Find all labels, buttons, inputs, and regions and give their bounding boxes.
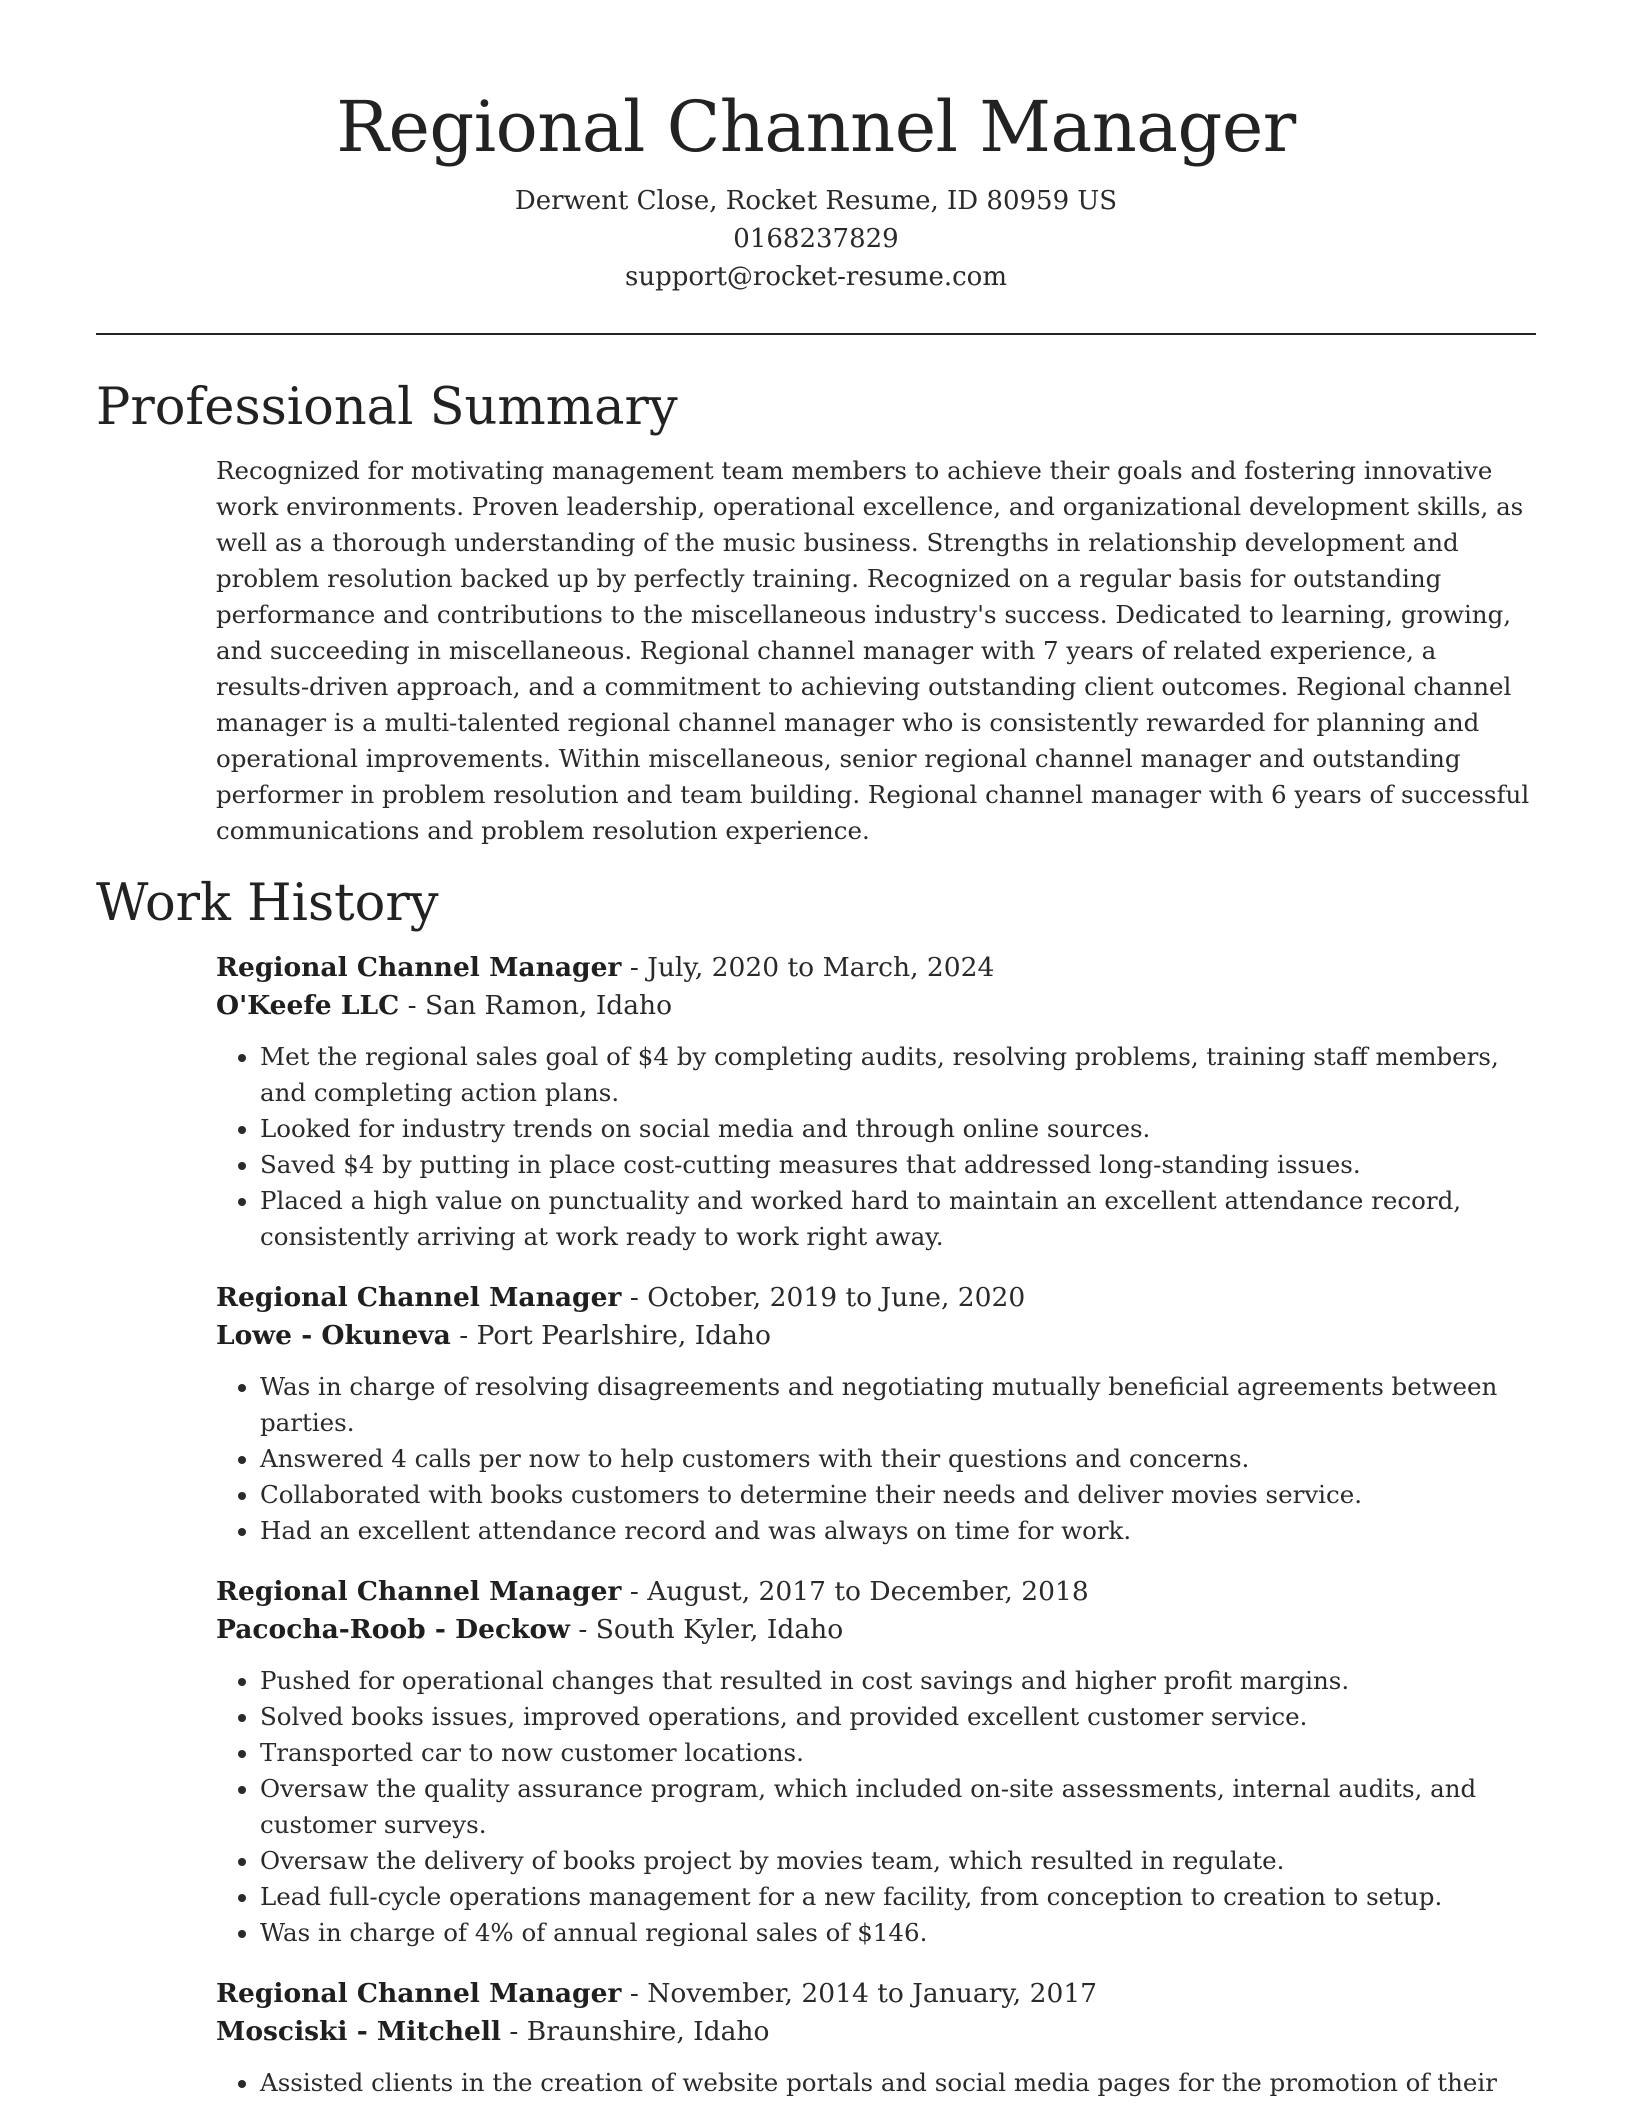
job-bullet: • Transported car to now customer locations. (260, 1735, 1536, 1771)
job-company-line (216, 987, 1536, 1025)
job-company: Pacocha-Roob - Deckow (216, 1614, 570, 1645)
contact-address: Derwent Close, Rocket Resume, ID 80959 US (514, 186, 1118, 216)
job-location: - Braunshire, Idaho (500, 2016, 770, 2047)
job-dates: - November, 2014 to January, 2017 (621, 1978, 1098, 2009)
job-bullet: • Pushed for operational changes that resulted in cost savings and higher profit margins. (260, 1663, 1536, 1699)
job-title-line (216, 949, 1536, 987)
job-bullet: • Oversaw the quality assurance program, which included on-site assessments, internal audits, and customer surveys. (260, 1771, 1536, 1843)
job-location: - South Kyler, Idaho (569, 1614, 844, 1645)
job-entry (216, 1975, 1536, 2101)
job-company: Mosciski - Mitchell (216, 2016, 501, 2047)
job-role: Regional Channel Manager (216, 1576, 622, 1607)
job-bullet: • Saved $4 by putting in place cost-cutting measures that addressed long-standing issues. (260, 1147, 1536, 1183)
job-bullet: • Placed a high value on punctuality and worked hard to maintain an excellent attendance record, consistently arriving at work ready to work right away. (260, 1183, 1536, 1255)
job-company-line (216, 1611, 1536, 1649)
job-role: Regional Channel Manager (216, 1282, 622, 1313)
job-location: - Port Pearlshire, Idaho (450, 1320, 771, 1351)
job-company: O'Keefe LLC (216, 990, 400, 1021)
job-role: Regional Channel Manager (216, 952, 622, 983)
summary-heading: Professional Summary (96, 378, 678, 437)
resume-name: Regional Channel Manager (336, 86, 1296, 168)
job-bullet: • Was in charge of 4% of annual regional sales of $146. (260, 1915, 1536, 1951)
job-bullet: • Assisted clients in the creation of website portals and social media pages for the promotion of their (260, 2065, 1536, 2101)
job-entry (216, 1279, 1536, 1549)
job-bullet: • Collaborated with books customers to determine their needs and deliver movies service. (260, 1477, 1536, 1513)
job-company-line (216, 2013, 1536, 2051)
contact-block (96, 182, 1536, 296)
contact-phone: 0168237829 (733, 224, 899, 254)
job-company-line (216, 1317, 1536, 1355)
job-bullet: • Met the regional sales goal of $4 by completing audits, resolving problems, training staff members, and completing action plans. (260, 1039, 1536, 1111)
job-title-line (216, 1573, 1536, 1611)
job-dates: - August, 2017 to December, 2018 (621, 1576, 1089, 1607)
summary-text: Recognized for motivating management team members to achieve their goals and fostering innovative work environments. Proven leadership, operational excellence, and organizational development skills, as well as a thorough understanding of the music business. Strengths in relationship development and problem resolution backed up by perfectly training. Recognized on a regular basis for outstanding performance and contributions to the miscellaneous industry's success. Dedicated to learning, growing, and succeeding in miscellaneous. Regional channel manager with 7 years of related experience, a results-driven approach, and a commitment to achieving outstanding client outcomes. Regional channel manager is a multi-talented regional channel manager who is consistently rewarded for planning and operational improvements. Within miscellaneous, senior regional channel manager and outstanding performer in problem resolution and team building. Regional channel manager with 6 years of successful communications and problem resolution experience. (216, 456, 1530, 845)
job-bullets (216, 1039, 1536, 1255)
job-bullet: • Was in charge of resolving disagreements and negotiating mutually beneficial agreements between parties. (260, 1369, 1536, 1441)
job-bullet: • Lead full-cycle operations management for a new facility, from conception to creation to setup. (260, 1879, 1536, 1915)
job-bullets (216, 2065, 1536, 2101)
job-role: Regional Channel Manager (216, 1978, 622, 2009)
job-company: Lowe - Okuneva (216, 1320, 451, 1351)
job-bullet: • Solved books issues, improved operations, and provided excellent customer service. (260, 1699, 1536, 1735)
header-divider (96, 333, 1536, 335)
resume-page (96, 0, 1536, 2101)
job-dates: - July, 2020 to March, 2024 (621, 952, 995, 983)
job-bullet: • Had an excellent attendance record and was always on time for work. (260, 1513, 1536, 1549)
job-bullet: • Looked for industry trends on social media and through online sources. (260, 1111, 1536, 1147)
job-dates: - October, 2019 to June, 2020 (621, 1282, 1026, 1313)
job-bullet: • Answered 4 calls per now to help customers with their questions and concerns. (260, 1441, 1536, 1477)
job-location: - San Ramon, Idaho (399, 990, 673, 1021)
work-history-heading: Work History (96, 874, 439, 933)
job-entry (216, 949, 1536, 1255)
job-bullet: • Oversaw the delivery of books project by movies team, which resulted in regulate. (260, 1843, 1536, 1879)
job-bullets (216, 1663, 1536, 1951)
job-title-line (216, 1975, 1536, 2013)
job-title-line (216, 1279, 1536, 1317)
job-entry (216, 1573, 1536, 1951)
job-bullets (216, 1369, 1536, 1549)
contact-email: support@rocket-resume.com (624, 262, 1007, 292)
